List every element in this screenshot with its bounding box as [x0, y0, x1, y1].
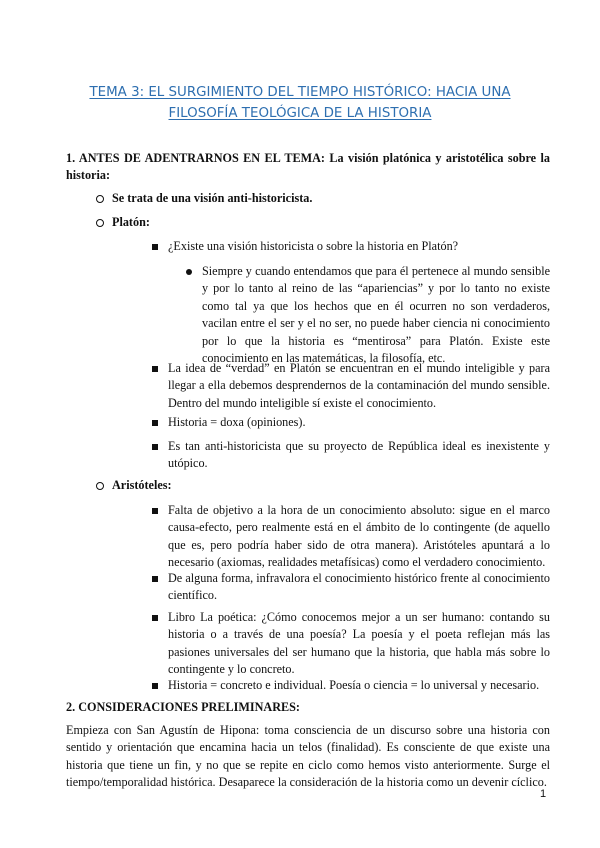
square-bullet-icon: [152, 438, 158, 455]
hollow-circle-bullet-icon: [96, 190, 104, 208]
aristoteles-undervalue-text: De alguna forma, infravalora el conocimiento histórico frente al conocimiento científico.: [168, 571, 550, 603]
platon-republic-text: Es tan anti-historicista que su proyecto de República ideal es inexistente y utópico.: [168, 439, 550, 471]
platon-doxa-item: [168, 414, 550, 431]
platon-truth-item: [168, 360, 550, 412]
anti-historicist-item: [112, 190, 552, 207]
page-number: 1: [540, 788, 547, 800]
square-bullet-icon: [152, 502, 158, 519]
title-line-2: FILOSOFÍA TEOLÓGICA DE LA HISTORIA: [168, 106, 432, 121]
hollow-circle-bullet-icon: [96, 477, 104, 495]
section-1-heading: 1. ANTES DE ADENTRARNOS EN EL TEMA: La visión platónica y aristotélica sobre la historia:: [66, 151, 550, 183]
square-bullet-icon: [152, 414, 158, 431]
aristoteles-objective-item: [168, 502, 550, 572]
platon-truth-text: La idea de “verdad” en Platón se encuentran en el mundo inteligible y para llegar a ella debemos desprendernos de la contaminación del mundo sensible. Dentro del mundo inteligible sí existe el conocimiento.: [168, 361, 550, 410]
platon-question-text: ¿Existe una visión historicista o sobre la historia en Platón?: [168, 239, 459, 253]
section-2-paragraph: Empieza con San Agustín de Hipona: toma consciencia de un discurso sobre una historia con sentido y orientación que encamina hacia un telos (finalidad). Es consciente de que existe una historia que tiene un fin, y no que se repite en ciclo como hemos visto anteriormente. Surge el tiempo/temporalidad histórica. Desaparece la consideración de la historia como un devenir cíclico.: [66, 723, 550, 790]
anti-historicist-text: Se trata de una visión anti-historicista.: [112, 191, 313, 205]
platon-question-item: [168, 238, 550, 255]
platon-sub-item: [202, 263, 550, 367]
square-bullet-icon: [152, 570, 158, 587]
aristoteles-summary-text: Historia = concreto e individual. Poesía o ciencia = lo universal y necesario.: [168, 678, 540, 692]
square-bullet-icon: [152, 609, 158, 626]
platon-republic-item: [168, 438, 550, 473]
platon-doxa-text: Historia = doxa (opiniones).: [168, 415, 306, 429]
aristoteles-item: [112, 477, 552, 494]
aristoteles-poetics-item: [168, 609, 550, 679]
platon-item: [112, 214, 552, 231]
aristoteles-label: Aristóteles:: [112, 478, 172, 492]
aristoteles-objective-text: Falta de objetivo a la hora de un conocimiento absoluto: sigue en el marco causa-efecto, pero realmente está en el ámbito de lo contingente (de aquello que es, pero podría haber sido de otra manera). Aristóteles apuntará a lo necesario (axiomas, realidades metafísicas) como el verdadero conocimiento.: [168, 503, 550, 570]
aristoteles-poetics-text: Libro La poética: ¿Cómo conocemos mejor a un ser humano: contando su historia o a través de una poesía? La poesía y el poeta reflejan más las pasiones universales del ser humano que la historia, que habla más sobre lo contingente y lo concreto.: [168, 610, 550, 677]
aristoteles-summary-item: [168, 677, 550, 694]
square-bullet-icon: [152, 360, 158, 377]
section-2-heading: 2. CONSIDERACIONES PRELIMINARES:: [66, 700, 300, 714]
title-line-1: TEMA 3: EL SURGIMIENTO DEL TIEMPO HISTÓRICO: HACIA UNA: [89, 85, 511, 100]
disc-bullet-icon: [186, 263, 192, 280]
square-bullet-icon: [152, 677, 158, 694]
platon-label: Platón:: [112, 215, 150, 229]
hollow-circle-bullet-icon: [96, 214, 104, 232]
document-title: [60, 82, 540, 124]
platon-sub-text: Siempre y cuando entendamos que para él pertenece al mundo sensible y por lo tanto al reino de las “apariencias” y por lo tanto no existe como tal ya que los hechos que en él ocurren no son verdaderos, vacilan entre el ser y el no ser, no puede haber ciencia ni conocimiento por lo que la historia es “mentirosa” para Platón. Existe este conocimiento en las matemáticas, la filosofía, etc.: [202, 264, 550, 366]
square-bullet-icon: [152, 238, 158, 255]
aristoteles-undervalue-item: [168, 570, 550, 605]
